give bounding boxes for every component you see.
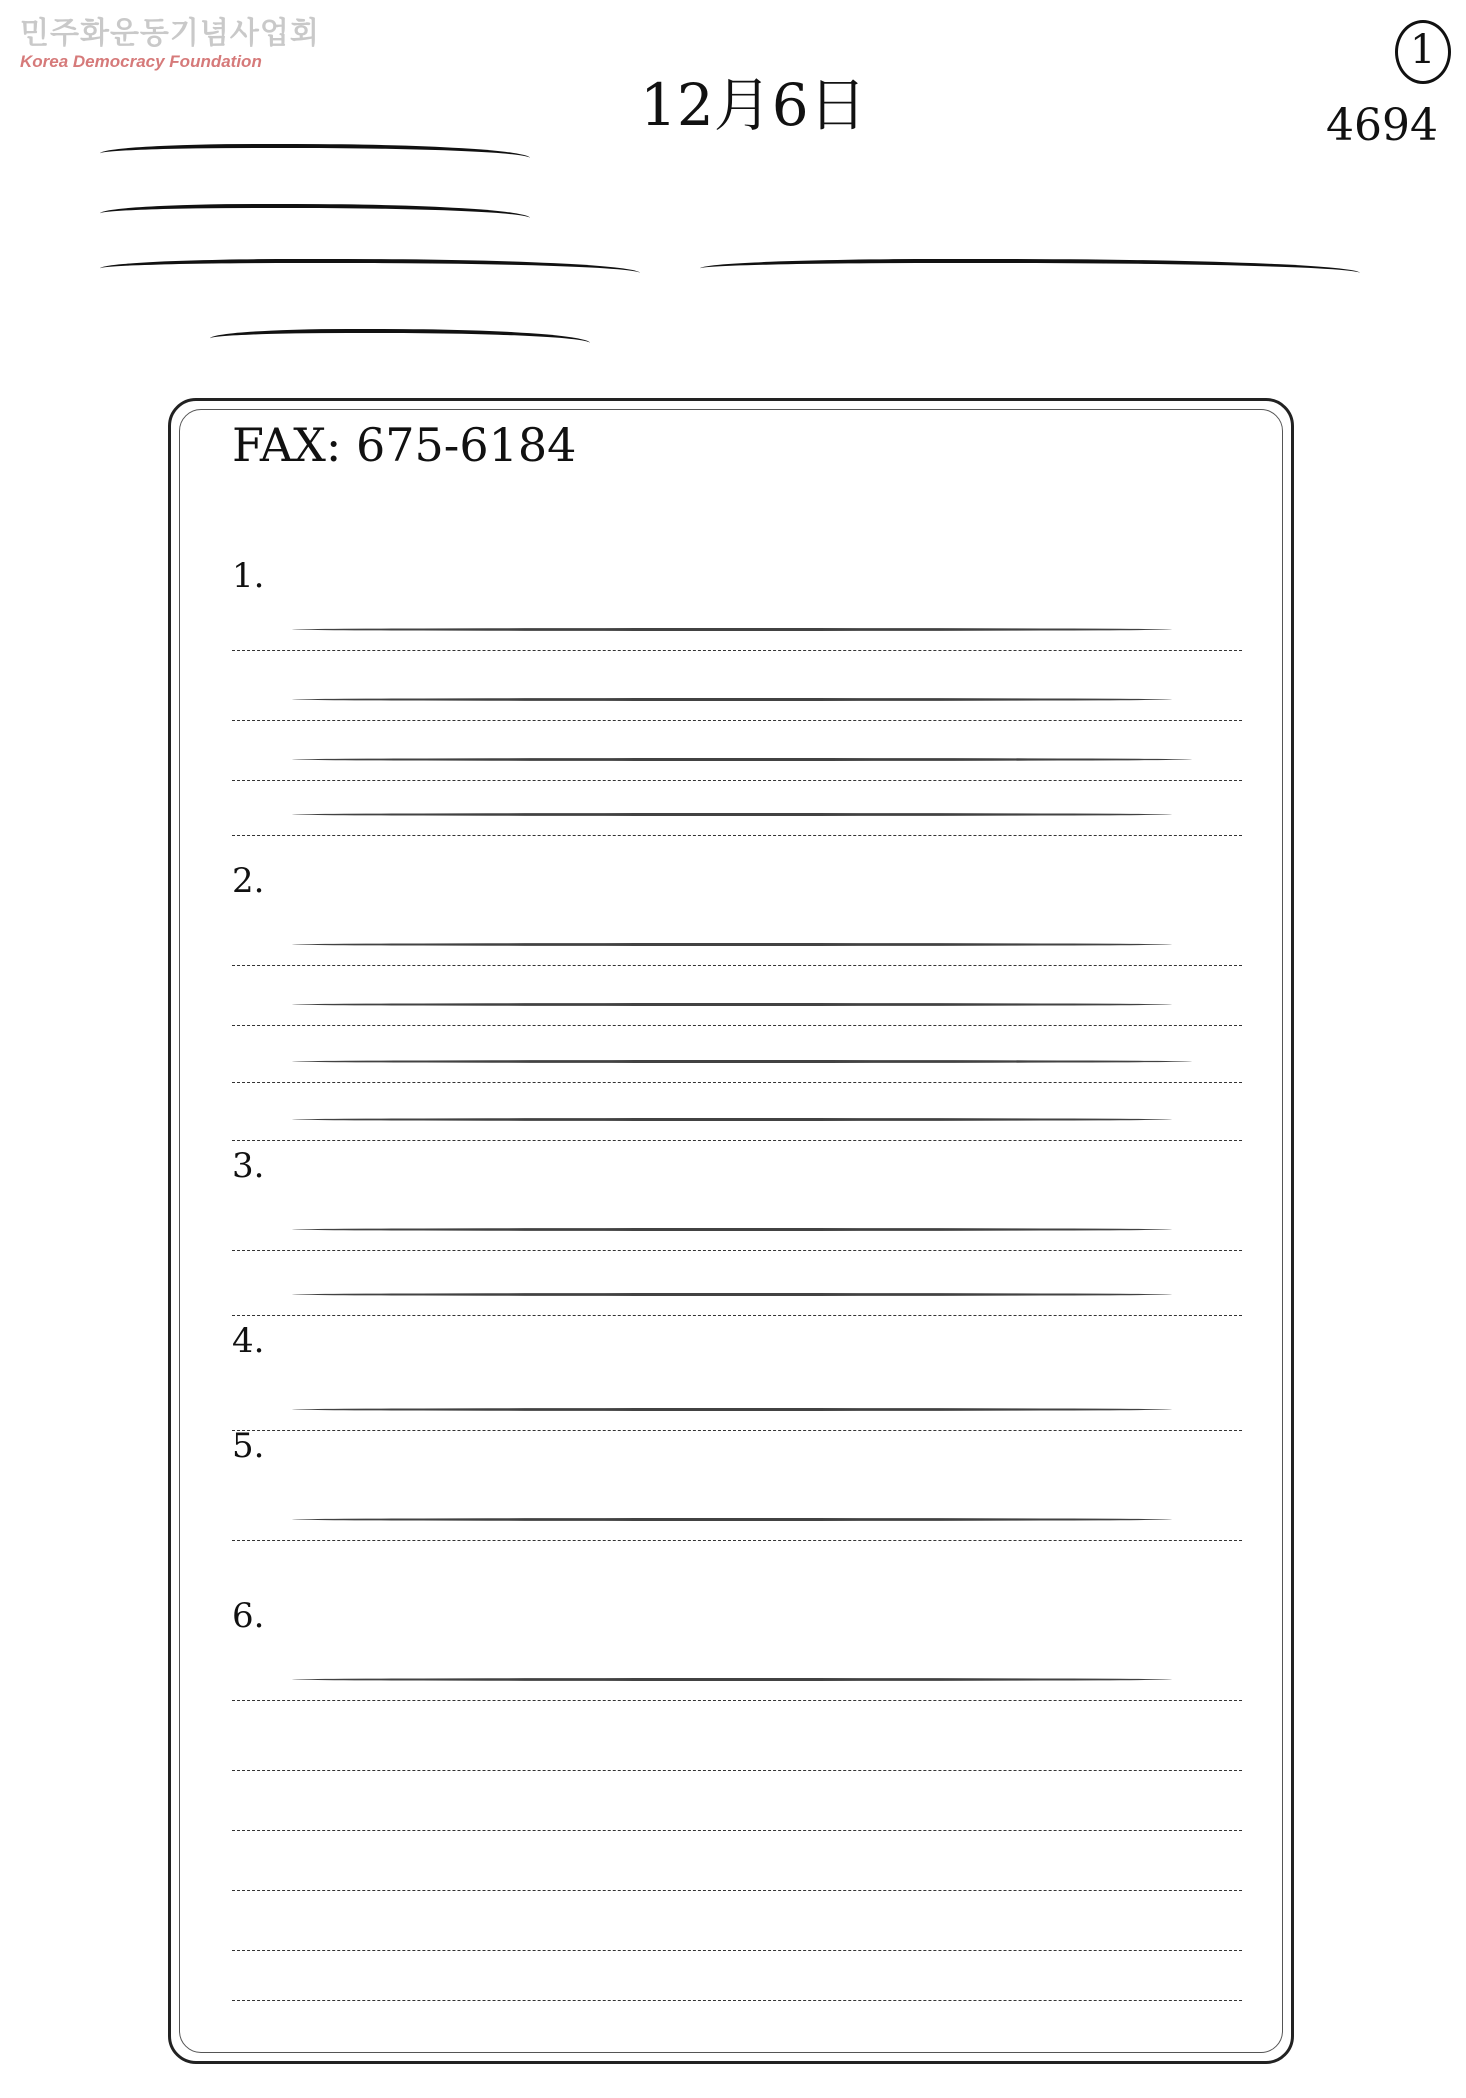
item-number: 4. [232, 1321, 265, 1361]
handwriting-stroke [292, 1228, 1172, 1231]
ruled-line [232, 1950, 1242, 1951]
handwriting-stroke [292, 943, 1172, 946]
ruled-line [232, 1890, 1242, 1891]
handwriting-stroke [292, 698, 1172, 701]
ruled-line [232, 1430, 1242, 1431]
handwriting-stroke [100, 204, 530, 230]
ruled-line [232, 1025, 1242, 1026]
fax-number: FAX: 675-6184 [232, 418, 577, 472]
sender-line [100, 190, 1300, 242]
handwriting-stroke [292, 758, 1192, 761]
handwriting-stroke [700, 259, 1360, 285]
document-date: 12月6日 [640, 71, 867, 139]
recipient-line [100, 130, 1300, 182]
ruled-line [232, 1315, 1242, 1316]
document-number: 4694 [1326, 100, 1438, 151]
ruled-line [232, 1770, 1242, 1771]
item-number: 6. [232, 1596, 265, 1636]
ruled-line [232, 650, 1242, 651]
item-number: 2. [232, 861, 265, 901]
handwriting-stroke [292, 813, 1172, 816]
item-number: 5. [232, 1426, 265, 1466]
handwriting-stroke [292, 1293, 1172, 1296]
handwriting-stroke [292, 1678, 1172, 1681]
ruled-line [232, 1082, 1242, 1083]
ruled-line [232, 2000, 1242, 2001]
note-line [100, 315, 1300, 367]
fax-form-sheet [168, 398, 1294, 2064]
item-number: 1. [232, 556, 265, 596]
handwriting-stroke [100, 259, 640, 285]
handwriting-stroke [292, 1060, 1192, 1063]
handwriting-stroke [292, 628, 1172, 631]
ruled-line [232, 1540, 1242, 1541]
handwriting-stroke [292, 1408, 1172, 1411]
ruled-line [232, 720, 1242, 721]
handwriting-stroke [100, 144, 530, 170]
ruled-line [232, 780, 1242, 781]
fax-form-inner-border [179, 409, 1283, 2053]
ruled-line [232, 1250, 1242, 1251]
ruled-line [232, 965, 1242, 966]
ruled-line [232, 835, 1242, 836]
subject-line [100, 245, 1300, 297]
ruled-line [232, 1700, 1242, 1701]
circled-page-marker [1395, 20, 1451, 84]
watermark-org-english: Korea Democracy Foundation [20, 52, 262, 71]
handwriting-stroke [292, 1003, 1172, 1006]
handwriting-stroke [292, 1518, 1172, 1521]
watermark-org-korean: 민주화운동기념사업회 [20, 16, 320, 51]
watermark [20, 18, 320, 72]
ruled-line [232, 1830, 1242, 1831]
ruled-line [232, 1140, 1242, 1141]
handwriting-stroke [210, 329, 590, 355]
circled-number: 1 [1410, 27, 1436, 73]
handwriting-stroke [292, 1118, 1172, 1121]
item-number: 3. [232, 1146, 265, 1186]
